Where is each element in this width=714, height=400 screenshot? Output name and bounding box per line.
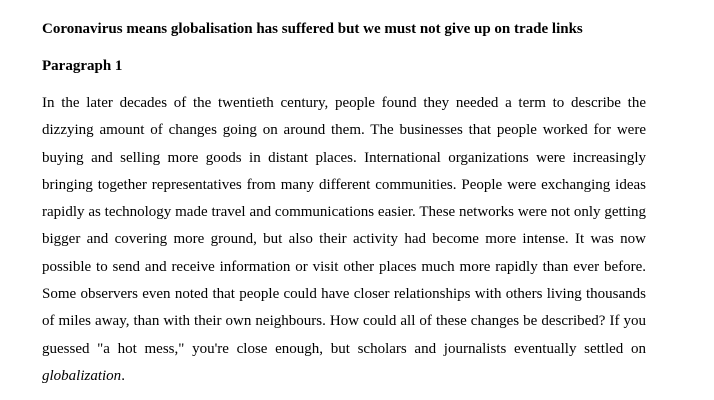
document-title: Coronavirus means globalisation has suffered but we must not give up on trade links: [42, 21, 583, 37]
paragraph-text: In the later decades of the twentieth century, people found they needed a term to describe the dizzying amount of changes going on around them. The businesses that people worked for were buying and selling more goods in distant places. International organizations were increasingly bringing together representatives from many different communities. People were exchanging ideas rapidly as technology made travel and communications easier. These networks were not only getting bigger and covering more ground, but also their activity had become more intense. It was now possible to send and receive information or visit other places much more rapidly than ever before. Some observers even noted that people could have closer relationships with others living thousands of miles away, than with their own neighbours. How could all of these changes be described? If you guessed "a hot mess," you're close enough, but scholars and journalists eventually settled on: [42, 95, 646, 357]
section-heading: Paragraph 1: [42, 58, 123, 74]
paragraph-end: .: [121, 367, 125, 384]
emphasized-term: globalization: [42, 367, 122, 384]
body-paragraph: [42, 90, 646, 390]
